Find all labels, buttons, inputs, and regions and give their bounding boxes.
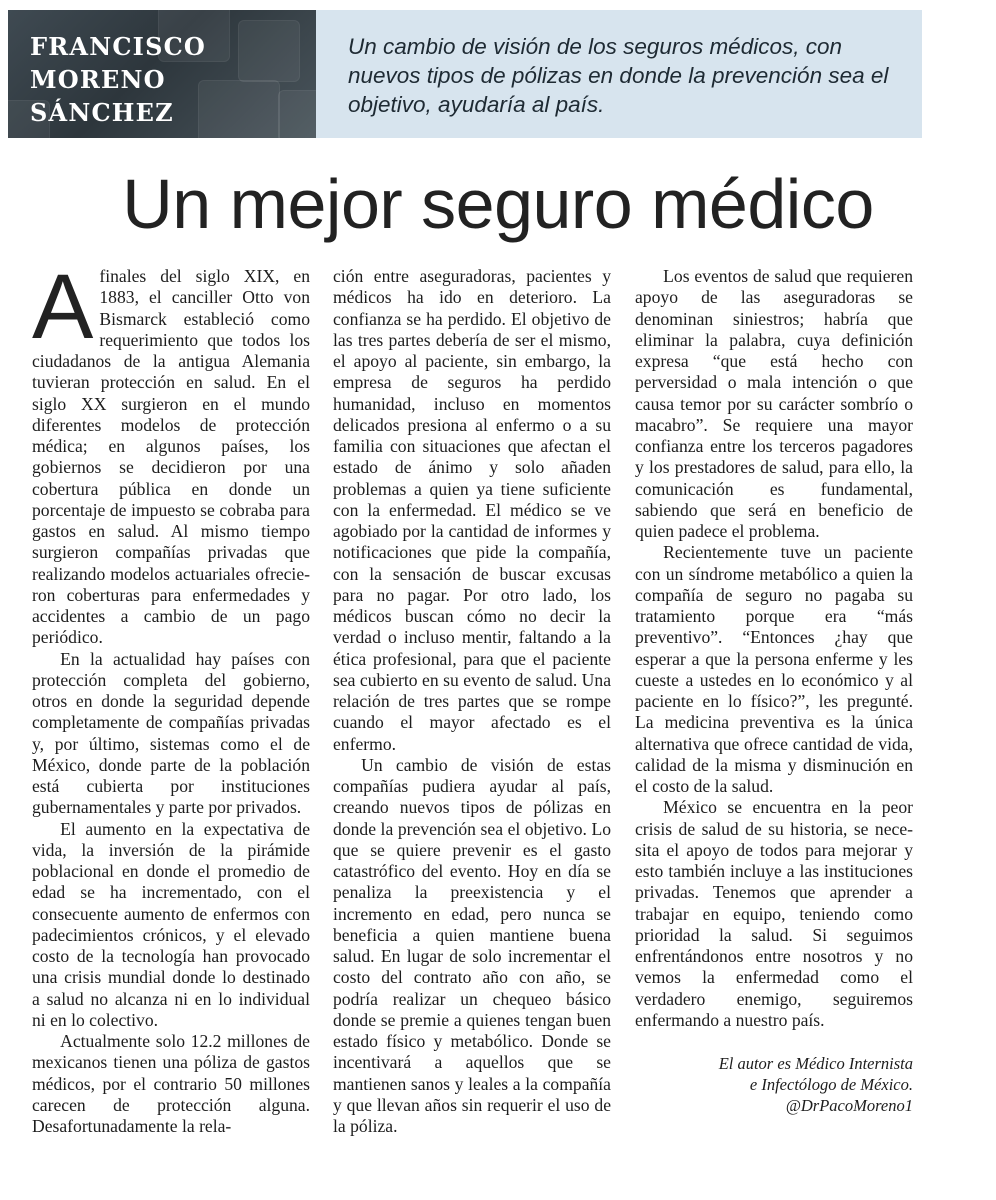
paragraph: ción entre aseguradoras, pacientes y médicos ha ido en deterioro. La confianza se ha perdido. El objetivo de las tres partes debería de ser el mismo, el apoyo al paciente, sin embargo, la empresa de seguros ha perdido humanidad, incluso en momentos delicados presiona al enfermo o a su familia con situaciones que afectan el estado de ánimo y solo añaden problemas a quien ya tiene suficiente con la enfermedad. El médico se ve agobiado por la cantidad de informes y notificaciones que pide la compañía, con la sensación de buscar excusas para no pagar. Por otro lado, los médicos buscan cómo no decir la verdad o incluso mentir, faltando a la ética profesional, para que el paciente sea cubierto en su evento de salud. Una relación de tres partes que se rompe cuando el mayor afectado es el enfermo. [333,266,611,754]
article-title: Un mejor seguro médico [122,165,874,243]
paragraph: Actualmente solo 12.2 millones de mexicanos tienen una póliza de gastos médicos, por el contrario 50 millones carecen de protección alguna. Desafortunadamente la rela- [32,1031,310,1136]
paragraph-text: finales del siglo XIX, en 1883, el canciller Otto von Bismarck estableció como requerimiento que todos los ciudadanos de la antigua Alemania tuvieran protección en salud. En el siglo XX surgieron en el mundo diferentes modelos de protección médica; en algunos países, los gobiernos se decidieron por una cobertura pública en donde un porcentaje de impuesto se cobraba para gastos en salud. Al mismo tiempo surgieron compañías privadas que realizando modelos actuariales ofrecieron coberturas para enfermedades y accidentes a cambio de un pago periódico. [32,266,310,648]
author-name-line: FRANCISCO [30,32,207,61]
author-name-line: MORENO [30,65,166,94]
paragraph: Recientemente tuve un paciente con un síndrome metabólico a quien la compañía de seguro no pagaba su tratamiento porque era “más preventivo”. “Entonces ¿hay que esperar a que la persona enferme y les cueste a ustedes en lo económico y al paciente en lo físico?”, les pregunté. La medicina preventiva es la única alternativa que ofrece cantidad de vida, calidad de la misma y disminución en el costo de la salud. [635,542,913,796]
paragraph: El aumento en la expectativa de vida, la inversión de la pirámide poblacional en donde el promedio de edad se ha incrementado, con el consecuente aumento de enfermos con padecimientos crónicos, y el elevado costo de la tecnología han provocado una crisis mundial donde lo destinado a salud no alcanza ni en lo individual ni en lo colectivo. [32,818,310,1030]
author-bio-line: El autor es Médico Internista [718,1054,913,1073]
article-column-2 [333,266,611,1137]
article-column-1 [32,256,310,1137]
paragraph: En la actualidad hay países con protección completa del gobierno, otros en donde la seguridad depende completamente de compañías privadas y, por último, sistemas como el de México, donde parte de la población está cubierta por instituciones gubernamentales y parte por privados. [32,648,310,818]
drop-cap: A [32,256,94,358]
author-bio-line: e Infectólogo de México. [749,1075,913,1094]
paragraph: Un cambio de visión de estas compañías pudiera ayudar al país, creando nuevos tipos de pólizas en donde la prevención sea el objetivo. Lo que se quiere prevenir es el gasto catastrófico del evento. Hoy en día se penaliza la preexistencia y el incremento en edad, pero nunca se beneficia a quien mantiene buena salud. En lugar de solo incrementar el costo del contrato año con año, se podría realizar un chequeo básico donde se premie a quienes tengan buen estado físico y metabólico. Donde se incentivará a aquellos que se mantienen sanos y leales a la compañía y que llevan años sin requerir el uso de la póliza. [333,754,611,1136]
author-bio [635,1053,913,1116]
paragraph: Los eventos de salud que requieren apoyo de las aseguradoras se denominan siniestros; habría que eliminar la palabra, cuya definición expresa “que está hecho con perversidad o mala intención o que causa temor por su carácter sombrío o macabro”. Se requiere una mayor confianza entre los terceros pagadores y los prestadores de salud, para ello, la comunicación es fundamental, sabiendo que será en beneficio de quien padece el problema. [635,266,913,541]
article-column-3 [635,266,913,1116]
author-name [30,30,206,129]
paragraph: México se encuentra en la peor crisis de salud de su historia, se necesita el apoyo de todos para mejorar y esto también incluye a las instituciones privadas. Tenemos que aprender a trabajar en equipo, teniendo como prioridad la salud. Si seguimos enfrentándonos entre nosotros y no vemos la enfermedad como el verdadero enemigo, seguiremos enfermando a nuestro país. [635,797,913,1030]
author-name-line: SÁNCHEZ [30,98,174,127]
deck-text: Un cambio de visión de los seguros médicos, con nuevos tipos de pólizas en donde la prevención sea el objetivo, ayudaría al país. [348,34,889,117]
author-banner [8,10,316,138]
deck-box [316,10,922,138]
paragraph [32,256,310,649]
author-handle: @DrPacoMoreno1 [785,1096,913,1115]
column-header [8,10,922,138]
